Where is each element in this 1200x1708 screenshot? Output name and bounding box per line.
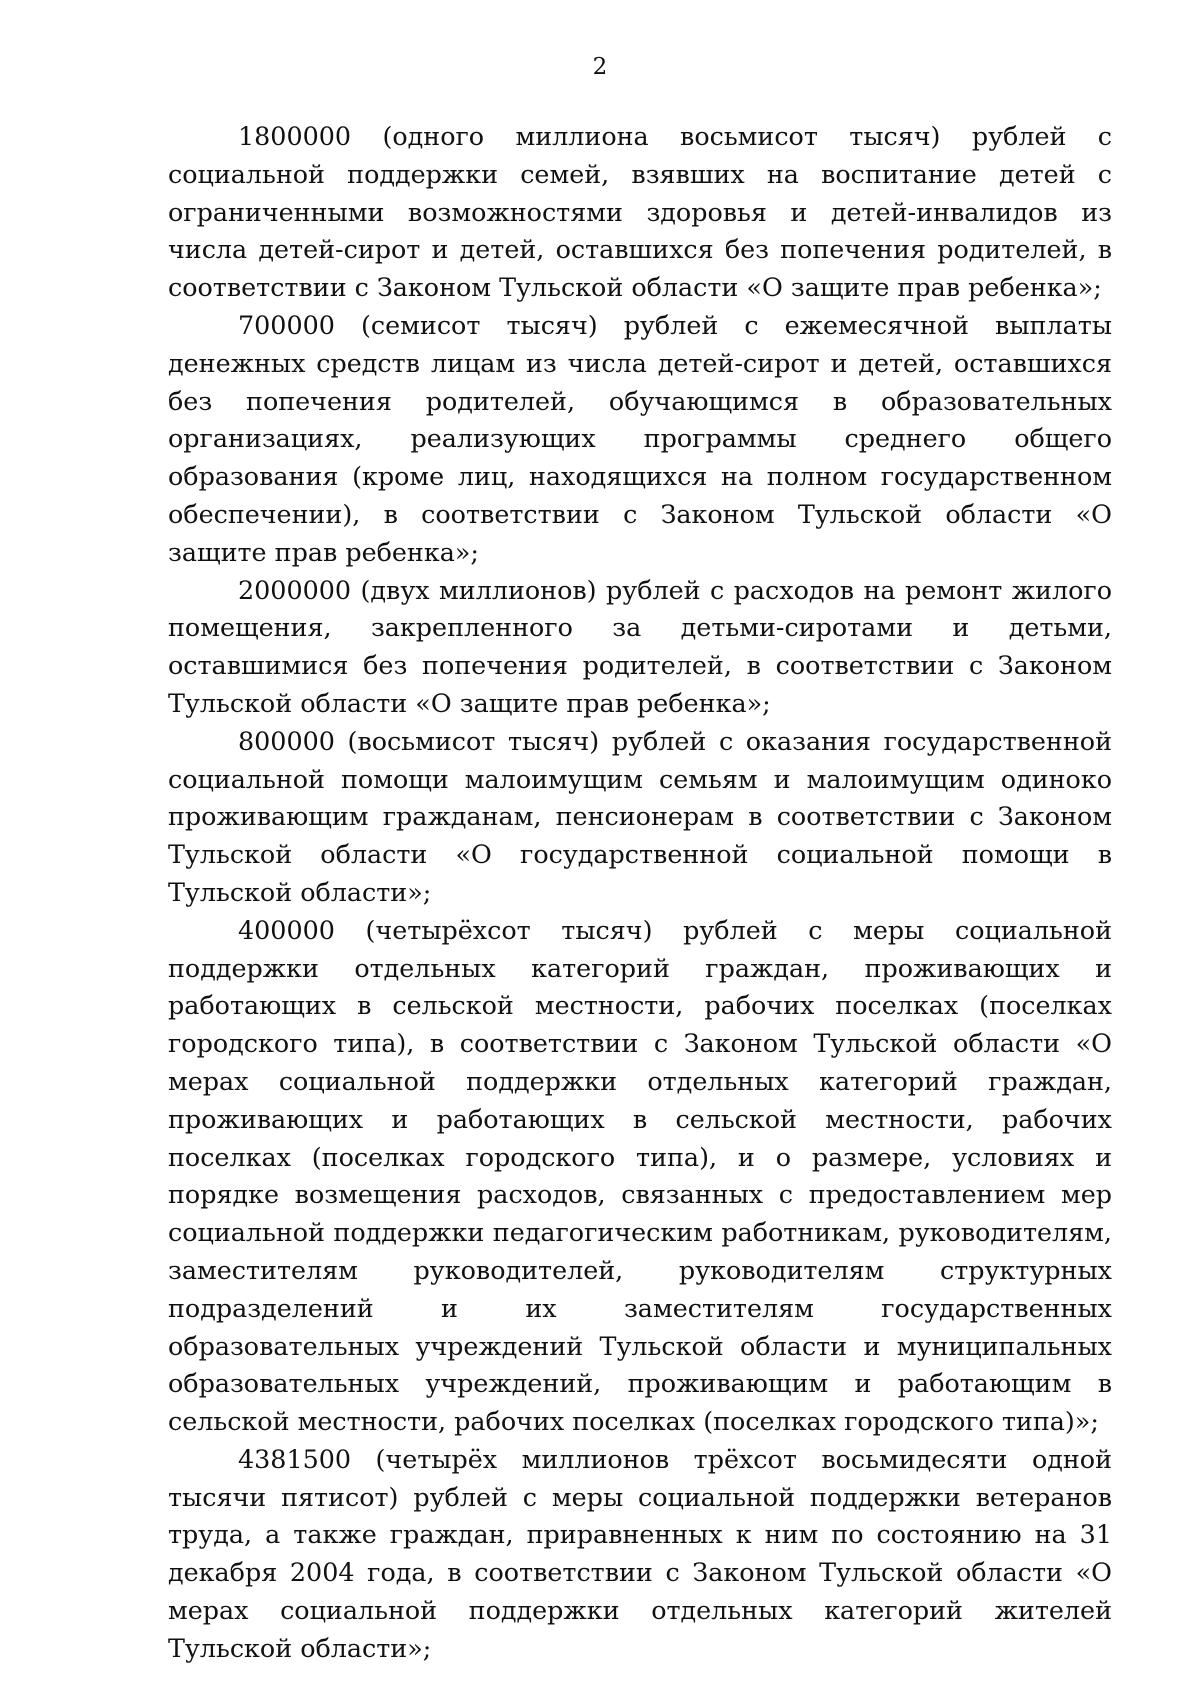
paragraph: 400000 (четырёхсот тысяч) рублей с меры социальной поддержки отдельных категорий граждан, проживающих и работающих в сельской местности, рабочих поселках (поселках городского типа), в соответствии с Законом Тульской области «О мерах социальной поддержки отдельных категорий граждан, проживающих и работающих в сельской местности, рабочих поселках (поселках городского типа), и о размере, условиях и порядке возмещения расходов, связанных с предоставлением мер социальной поддержки педагогическим работникам, руководителям, заместителям руководителей, руководителям структурных подразделений и их заместителям государственных образовательных учреждений Тульской области и муниципальных образовательных учреждений, проживающим и работающим в сельской местности, рабочих поселках (поселках городского типа)»; bbox=[168, 914, 1112, 1437]
paragraph: 700000 (семисот тысяч) рублей с ежемесячной выплаты денежных средств лицам из числа детей-сирот и детей, оставшихся без попечения родителей, обучающимся в образовательных организациях, реализующих программы среднего общего образования (кроме лиц, находящихся на полном государственном обеспечении), в соответствии с Законом Тульской области «О защите прав ребенка»; bbox=[168, 309, 1112, 567]
paragraph: 1800000 (одного миллиона восьмисот тысяч) рублей с социальной поддержки семей, взявших на воспитание детей с ограниченными возможностями здоровья и детей-инвалидов из числа детей-сирот и детей, оставшихся без попечения родителей, в соответствии с Законом Тульской области «О защите прав ребенка»; bbox=[168, 121, 1112, 303]
document-body bbox=[168, 118, 1112, 1668]
paragraph: 4381500 (четырёх миллионов трёхсот восьмидесяти одной тысячи пятисот) рублей с меры социальной поддержки ветеранов труда, а также граждан, приравненных к ним по состоянию на 31 декабря 2004 года, в соответствии с Законом Тульской области «О мерах социальной поддержки отдельных категорий жителей Тульской области»; bbox=[168, 1443, 1112, 1663]
paragraph: 2000000 (двух миллионов) рублей с расходов на ремонт жилого помещения, закрепленного за детьми-сиротами и детьми, оставшимися без попечения родителей, в соответствии с Законом Тульской области «О защите прав ребенка»; bbox=[168, 574, 1112, 718]
page-number: 2 bbox=[592, 54, 608, 80]
paragraph: 800000 (восьмисот тысяч) рублей с оказания государственной социальной помощи малоимущим семьям и малоимущим одиноко проживающим гражданам, пенсионерам в соответствии с Законом Тульской области «О государственной социальной помощи в Тульской области»; bbox=[168, 725, 1112, 907]
